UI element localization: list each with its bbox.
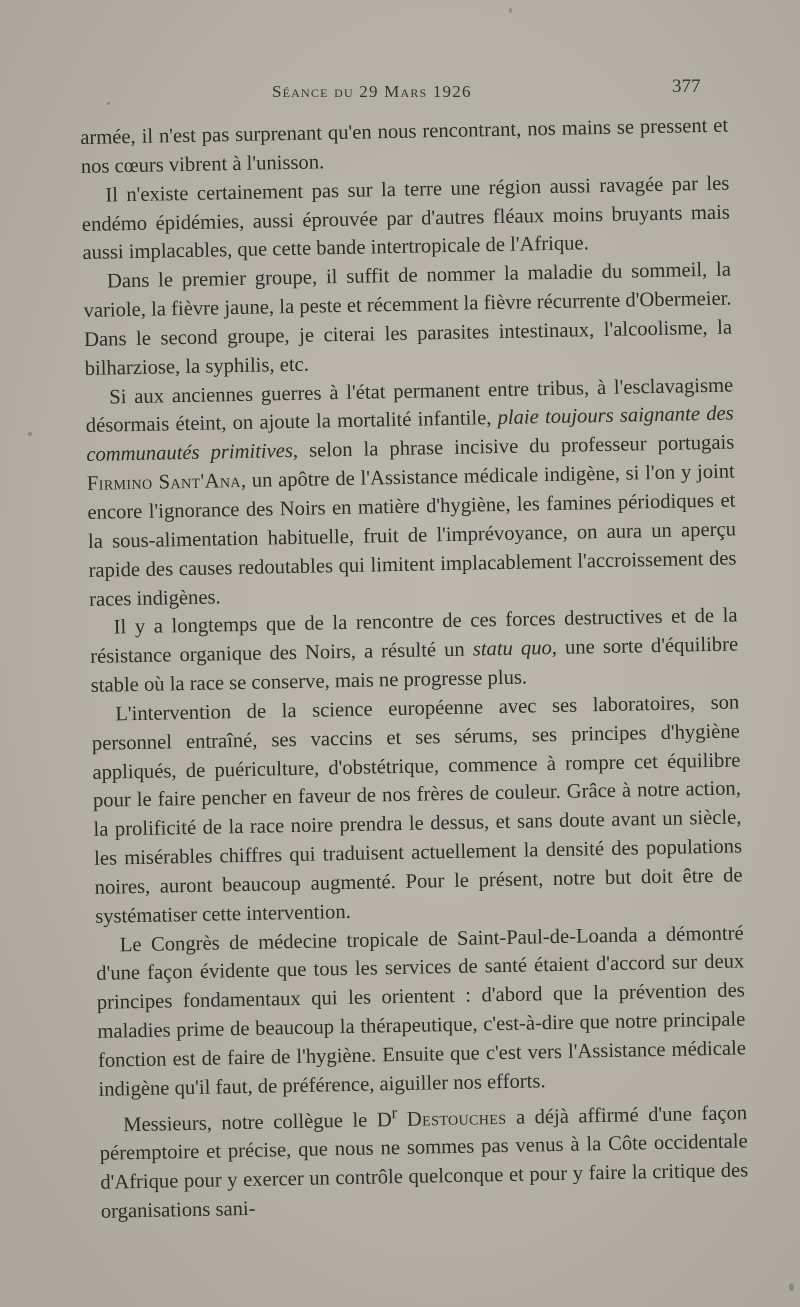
paragraph-8-text-3: a déjà affirmé d'une façon péremptoire et précise, que nous ne sommes pas venus à la Côte occidentale d'Afrique pour y exercer un contrôle quelconque et pour y faire la critique des organisations sani- bbox=[99, 1101, 749, 1223]
paragraph-4 bbox=[85, 371, 737, 614]
paragraph-5-text-2: , une sorte d'équilibre stable où la race se conserve, mais ne progresse plus. bbox=[90, 633, 739, 697]
paper-speck bbox=[28, 432, 32, 436]
body-text bbox=[80, 112, 749, 1227]
paper-speck bbox=[107, 102, 110, 105]
page-number: 377 bbox=[672, 76, 701, 97]
paragraph-5-latin-term: statu quo bbox=[472, 637, 553, 661]
paragraph-2 bbox=[81, 169, 731, 268]
author-name-destouches: Destouches bbox=[406, 1106, 507, 1131]
paragraph-4-quote: plaie toujours saignante des communautés primitives bbox=[86, 402, 734, 467]
paragraph-6 bbox=[91, 688, 743, 931]
paragraph-3-text: Dans le premier groupe, il suffit de nommer la maladie du sommeil, la variole, la fièvre jaune, la peste et récemment la fièvre récurrente d'Obermeier. Dans le second groupe, je citerai les parasites intestinaux, l'alcoolisme, la bilharziose, la syphilis, etc. bbox=[83, 258, 733, 380]
author-name-firmino: Firmino Sant'Ana bbox=[86, 470, 242, 496]
paragraph-8-space bbox=[397, 1108, 407, 1130]
paragraph-4-text-2: , selon la phrase incisive du professeur portugais bbox=[292, 431, 735, 463]
running-header bbox=[0, 76, 800, 112]
paragraph-4-text-3: , un apôtre de l'Assistance médicale indigène, si l'on y joint encore l'ignorance des Noirs en matière d'hygiène, les famines périodiques et la sous-alimentation habituelle, fruit de l'imprévoyance, on aura un aperçu rapide des causes redoutables qui limitent implacablement l'accroissement des races indigènes. bbox=[87, 460, 737, 611]
paragraph-5 bbox=[89, 602, 739, 701]
paragraph-7-text: Le Congrès de médecine tropicale de Saint-Paul-de-Loanda a démontré d'une façon évidente que tous les services de santé étaient d'accord sur deux principes fondamentaux qui les orientent : d'abord que la prévention des maladies prime de beaucoup la thérapeutique, c'est-à-dire que notre principale fonction est de faire de l'hygiène. Ensuite que c'est vers l'Assistance médicale indigène qu'il faut, de préférence, aiguiller nos efforts. bbox=[96, 922, 747, 1101]
paragraph-4-text: Si aux anciennes guerres à l'état permanent entre tribus, à l'esclavagisme désormais éteint, on ajoute la mortalité infantile, bbox=[85, 374, 734, 438]
doctor-abbrev-superscript: r bbox=[391, 1102, 398, 1122]
running-title: Séance du 29 Mars 1926 bbox=[272, 82, 472, 101]
paper-speck bbox=[789, 1283, 794, 1291]
paper-speck bbox=[509, 8, 512, 13]
paragraph-1-text: armée, il n'est pas surprenant qu'en nous rencontrant, nos mains se pressent et nos cœurs vibrent à l'unisson. bbox=[80, 114, 729, 178]
paragraph-5-text: Il y a longtemps que de la rencontre de ces forces destructives et de la résistance organique des Noirs, a résulté un bbox=[90, 604, 738, 669]
paragraph-8 bbox=[99, 1092, 749, 1227]
paragraph-3 bbox=[83, 256, 733, 384]
paragraph-2-text: Il n'existe certainement pas sur la terre une région aussi ravagée par les endémo épidémies, aussi éprouvée par d'autres fléaux moins bruyants mais aussi implacables, que cette bande intertropicale de l'Afrique. bbox=[81, 172, 731, 265]
paragraph-8-text: Messieurs, notre collègue le D bbox=[123, 1108, 392, 1136]
paragraph-6-text: L'intervention de la science européenne avec ses laboratoires, son personnel entraîné, ses vaccins et ses sérums, ses principes d'hygiène appliqués, de puériculture, d'obstétrique, commence à rompre cet équilibre pour le faire pencher en faveur de nos frères de couleur. Grâce à notre action, la prolificité de la race noire prendra le dessus, et sans doute avant un siècle, les misérables chiffres qui traduisent actuellement la densité des populations noires, auront beaucoup augmenté. Pour le présent, notre but doit être de systématiser cette intervention. bbox=[91, 691, 743, 928]
paragraph-7 bbox=[96, 919, 747, 1104]
